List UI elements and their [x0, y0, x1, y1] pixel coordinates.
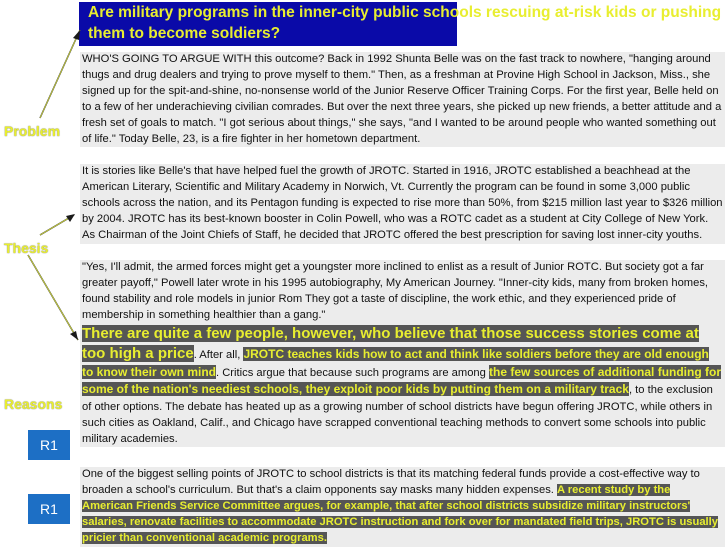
page-title: Are military programs in the inner-city public schools rescuing at-risk kids or pushing them to become soldiers? — [88, 4, 722, 42]
paragraph-growth: It is stories like Belle's that have helped fuel the growth of JROTC. Started in 1916, JROTC established a beachhead at the American Literary, Scientific and Military Academy in Norwich, Vt. Currently the program can be found in some 3,000 public schools across the nation, and its Pentagon funding is expected to rise more than 50%, from $215 million last year to $326 million by 2004. JROTC has its best-known booster in Colin Powell, who was a ROTC cadet as a student at City College of New York. As Chairman of the Joint Chiefs of Staff, he decided that JROTC offered the best prescription for saving lost inner-city youths. — [80, 164, 725, 244]
annotation-arrows — [0, 0, 90, 546]
problem-arrowhead — [73, 30, 80, 40]
reason-highlight-3: A recent study by the American Friends Service Committee argues, for example, that after school districts subsidize military instructors' salaries, renovate facilities to accommodate JROTC instruction and fork over for mandated field trips, JROTC is usually pricier than conventional academic programs. — [82, 483, 718, 544]
paragraph-thesis-reasons: There are quite a few people, however, who believe that those success stories come at too high a price. After all, JROTC teaches kids how to act and think like soldiers before they are old enough to know their own mind. Critics argue that because such programs are among the few sources of additional funding for some of the nation's neediest schools, they exploit poor kids by putting them on a military track, to the exclusion of other options. The debate has heated up as a growing number of school districts have begun offering JROTC, while others in such cities as Oakland, Calif., and Chicago have scrapped conventional teaching methods to convert some schools into public military academies. — [80, 324, 725, 447]
r1-badge-first: R1 — [28, 430, 70, 460]
thesis-label: Thesis — [4, 240, 49, 256]
paragraph-problem: WHO'S GOING TO ARGUE WITH this outcome? Back in 1992 Shunta Belle was on the fast track to nowhere, "hanging around thugs and drug dealers and trying to prove myself to them." Then, as a freshman at Provine High School in Jackson, Miss., she signed up for the spit-and-shine, no-nonsense world of the Junior Reserve Officer Training Corps. For the first year, Belle held on to a few of her underachieving civilian comrades. But over the next three years, she picked up new friends, a better attitude and a fresh set of goals to match. "I got serious about things," she says, "and I wanted to be around people who wanted something out of life." Today Belle, 23, is a fire fighter in her hometown department. — [80, 52, 725, 147]
problem-label: Problem — [4, 123, 61, 139]
r1-badge-second: R1 — [28, 494, 70, 524]
reason-highlight-2: the few sources of additional funding for some of the nation's neediest schools, they exploit poor kids by putting them on a military track — [82, 365, 722, 397]
reasons-label: Reasons — [4, 396, 63, 412]
reason-highlight-1: JROTC teaches kids how to act and think like soldiers before they are old enough to know their own mind — [82, 347, 709, 379]
problem-arrow-glow — [40, 30, 80, 118]
thesis-statement: There are quite a few people, however, who believe that those success stories come at too high a price — [82, 325, 699, 362]
paragraph-costs: One of the biggest selling points of JROTC to school districts is that its matching federal funds provide a cost-effective way to broaden a school's curriculum. But that's a claim opponents say masks many hidden expenses. A recent study by the American Friends Service Committee argues, for example, that after school districts subsidize military instructors' salaries, renovate facilities to accommodate JROTC instruction and fork over for mandated field trips, JROTC is usually pricier than conventional academic programs. — [80, 467, 725, 547]
paragraph-powell: "Yes, I'll admit, the armed forces might get a youngster more inclined to enlist as a result of Junior ROTC. But society got a far greater payoff," Powell later wrote in his 1995 autobiography, My American Journey. "Inner-city kids, many from broken homes, found stability and role models in junior Rom They got a taste of discipline, the work ethic, and they experienced pride of membership in something healthier than a gang." — [80, 260, 725, 324]
